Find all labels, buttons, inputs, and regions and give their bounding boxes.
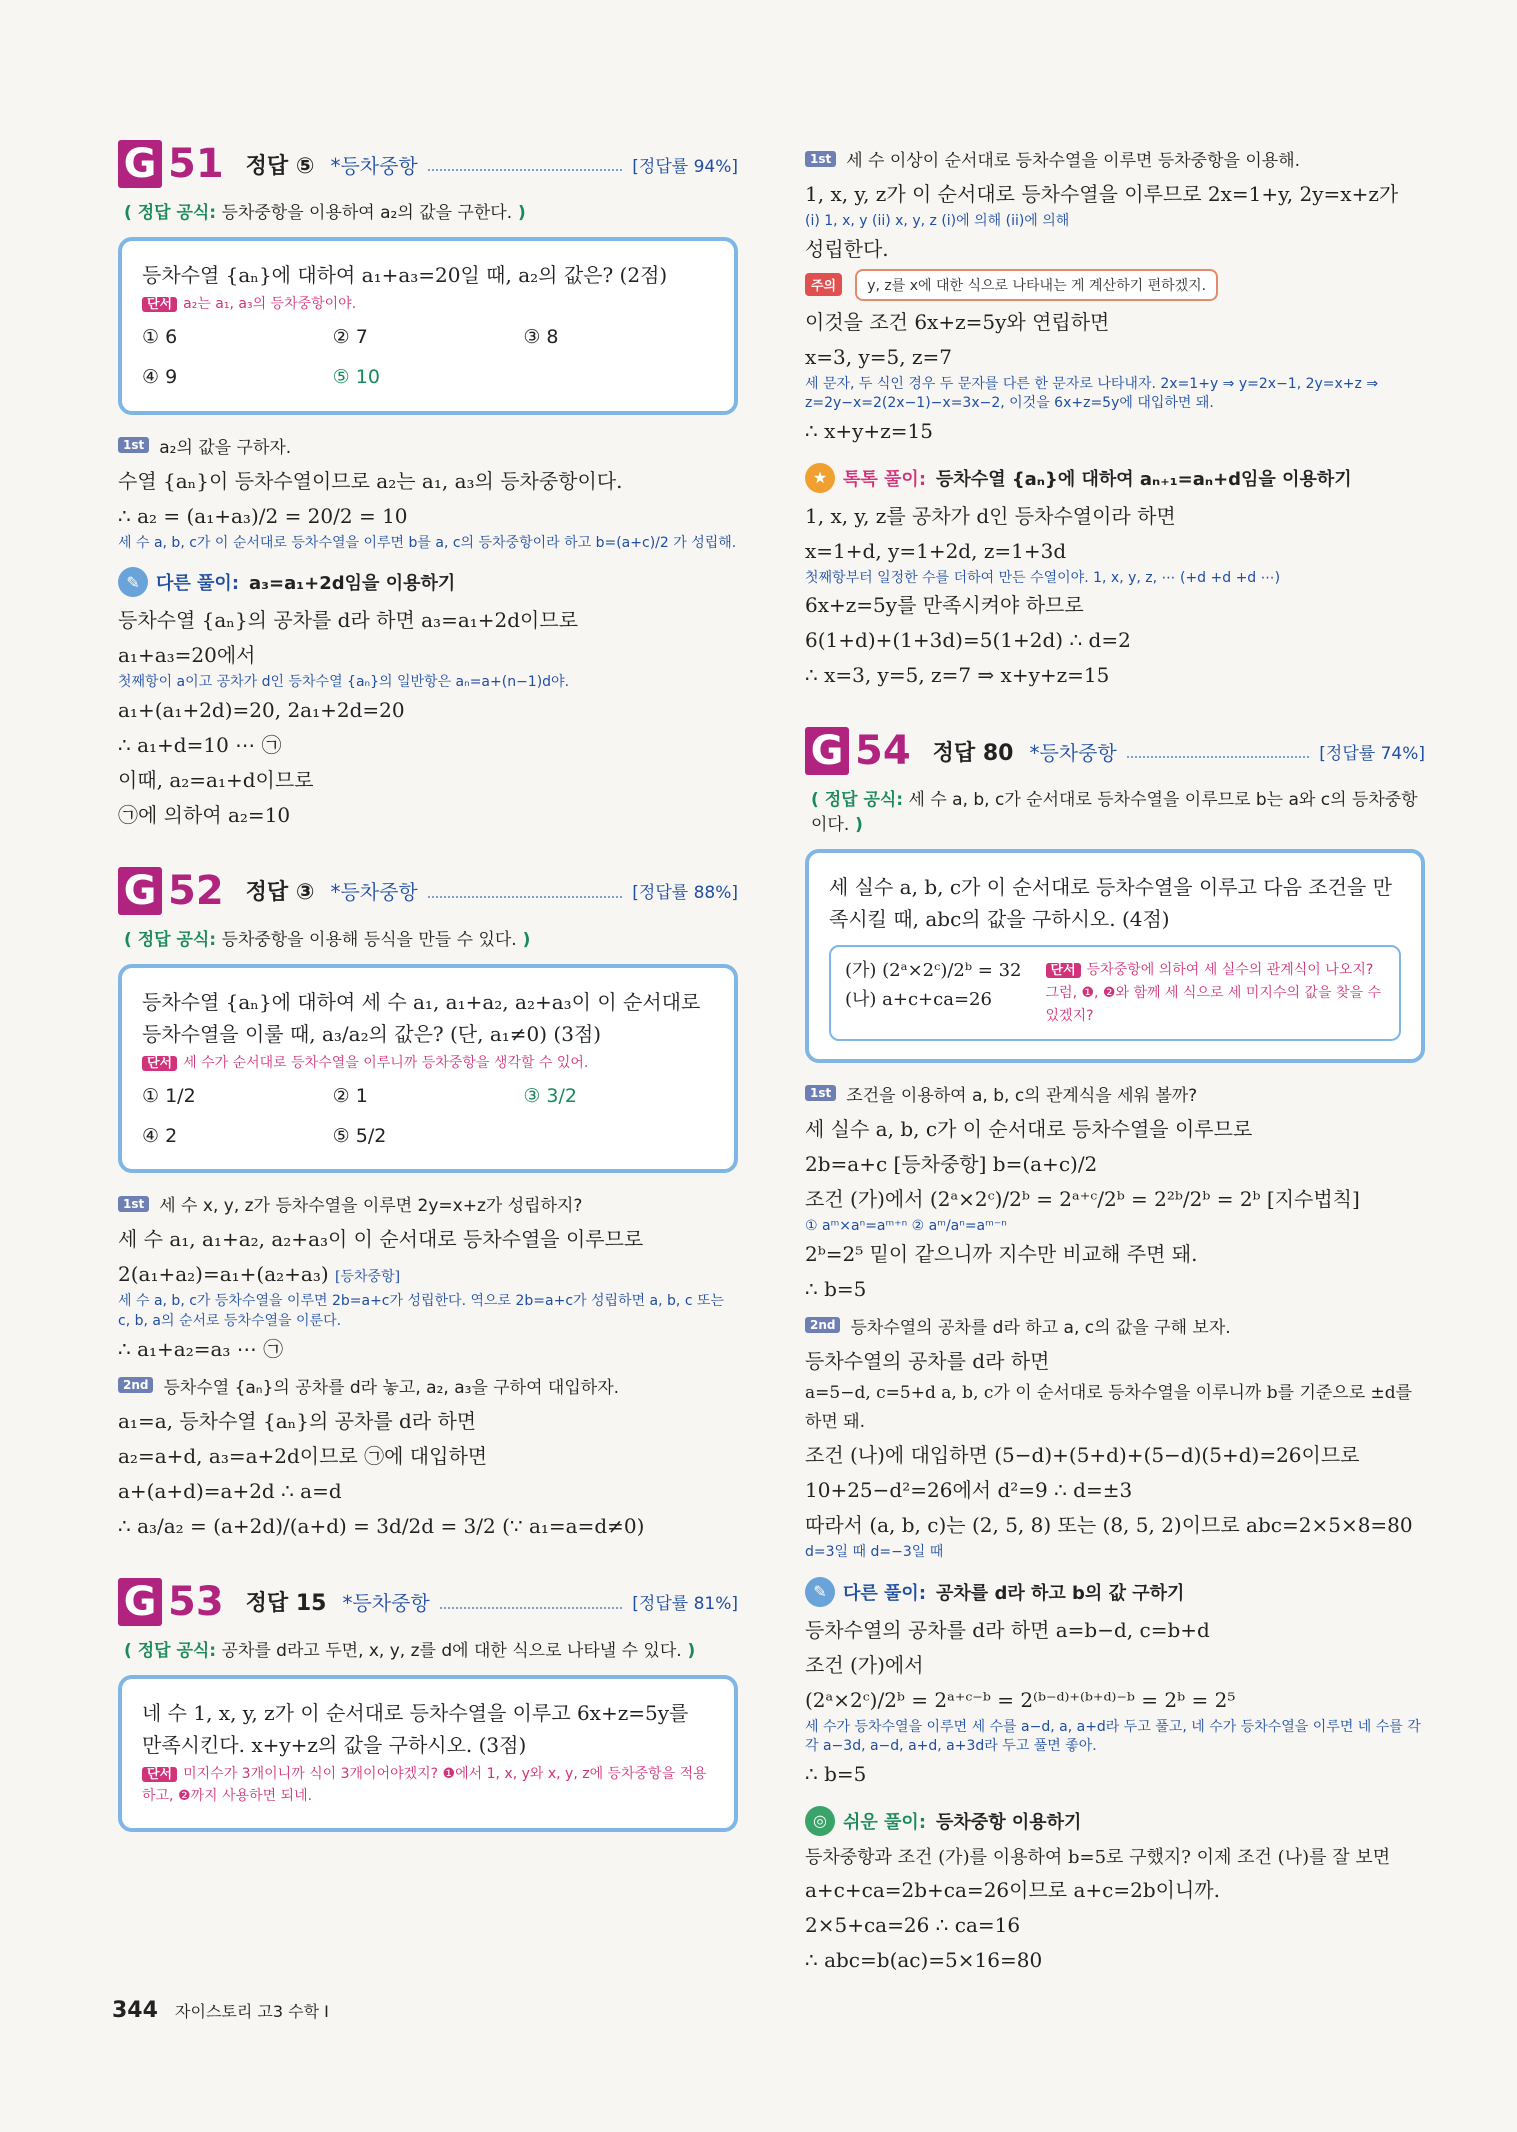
solution-line: a₂=a+d, a₃=a+2d이므로 ㉠에 대입하면 [118,1443,488,1468]
dotted-divider [428,884,623,898]
answer-formula: ( 정답 공식: 세 수 a, b, c가 순서대로 등차수열을 이루므로 b는 a와 c의 등차중항이다. ) [811,790,1418,836]
side-note: ① aᵐ×aⁿ=aᵐ⁺ⁿ ② aᵐ/aⁿ=aᵐ⁻ⁿ [805,1217,1007,1234]
solution-line: 조건 (나)에 대입하면 (5−d)+(5+d)+(5−d)(5+d)=26이므로 [805,1443,1360,1468]
section-header-g53 [118,1578,738,1626]
solution-line: x=1+d, y=1+2d, z=1+3d [805,538,1067,563]
solution-line: 1, x, y, z를 공차가 d인 등차수열이라 하면 [805,503,1176,528]
side-note: d=3일 때 d=−3일 때 [805,1544,944,1561]
step-1st: 1st a₂의 값을 구하자. [118,433,738,458]
side-note: 세 문자, 두 식인 경우 두 문자를 다른 한 문자로 나타내자. 2x=1+y ⇒ y=2x−1, 2y=x+z ⇒ z=2y−x=2(2x−1)−x=3x−2, 이것을 6x+z=5y에 대입하면 돼. [805,375,1379,412]
solution-line: 10+25−d²=26에서 d²=9 ∴ d=±3 [805,1478,1133,1503]
answer-formula: ( 정답 공식: 등차중항을 이용하여 a₂의 값을 구한다. ) [124,203,526,223]
alt-solution-header: ★ 톡톡 풀이: 등차수열 {aₙ}에 대하여 aₙ₊₁=aₙ+d임을 이용하기 [805,463,1425,493]
g-badge: G [118,140,162,188]
side-note: 첫째항부터 일정한 수를 더하여 만든 수열이야. 1, x, y, z, ⋯ (+d +d +d ⋯) [805,569,1281,586]
solution-line: 성립한다. [805,236,889,261]
answer-label: 정답 80 [932,740,1014,766]
problem-number: 51 [168,141,224,187]
g-badge: G [805,727,849,775]
solution-line: 1, x, y, z가 이 순서대로 등차수열을 이루므로 2x=1+y, 2y=x+z가 [805,182,1399,206]
hint: 단서 등차중항에 의하여 세 실수의 관계식이 나오지? 그럼, ❶, ❷와 함께 세 식으로 세 미지수의 값을 찾을 수 있겠지? [1045,962,1381,1024]
solution-line: 등차수열 {aₙ}의 공차를 d라 하면 a₃=a₁+2d이므로 [118,608,579,633]
alt-solution-header: ✎ 다른 풀이: a₃=a₁+2d임을 이용하기 [118,567,738,597]
choice-2: ② 7 [332,325,368,348]
solution-line: 등차중항과 조건 (가)를 이용하여 b=5로 구했지? 이제 조건 (나)를 잘 보면 [805,1846,1391,1868]
section-header-g54 [805,727,1425,775]
solution-line: ∴ x=3, y=5, z=7 ⇒ x+y+z=15 [805,663,1110,688]
left-column [118,140,738,1850]
solution-line: 등차수열의 공차를 d라 하면 a=b−d, c=b+d [805,1617,1210,1642]
step-2nd: 2nd 등차수열의 공차를 d라 하고 a, c의 값을 구해 보자. [805,1313,1425,1338]
topic-tag: *등차중항 [1029,740,1117,765]
solution-line: (2ᵃ×2ᶜ)/2ᵇ = 2ᵃ⁺ᶜ⁻ᵇ = 2⁽ᵇ⁻ᵈ⁾⁺⁽ᵇ⁺ᵈ⁾⁻ᵇ = 2ᵇ = 2⁵ [805,1687,1236,1712]
choice-list [142,322,714,393]
step-2nd: 2nd 등차수열 {aₙ}의 공차를 d라 놓고, a₂, a₃을 구하여 대입하자. [118,1373,738,1398]
hint: 단서 미지수가 3개이니까 식이 3개이어야겠지? ❶에서 1, x, y와 x, y, z에 등차중항을 적용하고, ❷까지 사용하면 되네. [142,1765,707,1805]
accuracy-rate: [정답률 74%] [1319,743,1425,764]
page-number: 344 [112,1998,158,2023]
step-1st: 1st 조건을 이용하여 a, b, c의 관계식을 세워 볼까? [805,1081,1425,1106]
solution-line: 등차수열의 공차를 d라 하면 [805,1348,1050,1373]
solution-line: ∴ a₁+d=10 ⋯ ㉠ [118,732,282,757]
problem-number: 53 [168,1578,224,1625]
solution-line: ∴ a₂ = (a₁+a₃)/2 = 20/2 = 10 [118,503,408,528]
answer-formula: ( 정답 공식: 등차중항을 이용해 등식을 만들 수 있다. ) [124,929,531,950]
g-badge: G [118,1578,162,1626]
solution-line: 2ᵇ=2⁵ 밑이 같으니까 지수만 비교해 주면 돼. [805,1241,1198,1266]
problem-text: 세 실수 a, b, c가 이 순서대로 등차수열을 이루고 다음 조건을 만족시킬 때, abc의 값을 구하시오. (4점) [829,875,1392,932]
solution-line: ∴ b=5 [805,1276,867,1301]
choice-1: ① 6 [142,325,178,348]
problem-box-g54 [805,849,1425,1063]
solution-line: 따라서 (a, b, c)는 (2, 5, 8) 또는 (8, 5, 2)이므로 abc=2×5×8=80 [805,1513,1413,1538]
solution-line: 이때, a₂=a₁+d이므로 [118,767,314,792]
solution-line: 세 수 a₁, a₁+a₂, a₂+a₃이 이 순서대로 등차수열을 이루므로 [118,1227,644,1252]
solution-line: a₁=a, 등차수열 {aₙ}의 공차를 d라 하면 [118,1408,477,1433]
dotted-divider [428,157,623,171]
g-badge: G [118,867,162,915]
solution-line: 이것을 조건 6x+z=5y와 연립하면 [805,309,1110,334]
choice-4: ④ 9 [142,366,178,389]
solution-line: 조건 (가)에서 [805,1652,924,1677]
condition-box [829,945,1401,1041]
section-header-g52 [118,867,738,915]
section-header-g51 [118,140,738,188]
choice-5: ⑤ 5/2 [332,1124,387,1147]
side-note: 첫째항이 a이고 공차가 d인 등차수열 {aₙ}의 일반항은 aₙ=a+(n−1)d야. [118,674,570,691]
solution-line: ∴ abc=b(ac)=5×16=80 [805,1948,1043,1973]
answer-label: 정답 ③ [245,880,315,906]
problem-box-g51 [118,237,738,415]
choice-1: ① 1/2 [142,1084,196,1107]
condition-na: (나) a+c+ca=26 [845,989,992,1011]
right-column [805,140,1425,1978]
choice-list [142,1081,714,1152]
answer-label: 정답 ⑤ [245,153,315,179]
solution-line: ㉠에 의하여 a₂=10 [118,802,291,827]
solution-line: a+(a+d)=a+2d ∴ a=d [118,1478,342,1503]
solution-line: 6x+z=5y를 만족시켜야 하므로 [805,593,1084,618]
hint: 단서 a₂는 a₁, a₃의 등차중항이야. [142,293,714,316]
solution-line: x=3, y=5, z=7 [805,344,952,369]
problem-text: 네 수 1, x, y, z가 이 순서대로 등차수열을 이루고 6x+z=5y를 만족시킨다. x+y+z의 값을 구하시오. (3점) [142,1700,689,1757]
solution-line: a₁+(a₁+2d)=20, 2a₁+2d=20 [118,697,405,722]
topic-tag: *등차중항 [330,153,418,178]
solution-line: 세 실수 a, b, c가 이 순서대로 등차수열을 이루므로 [805,1116,1253,1141]
problem-text: 등차수열 {aₙ}에 대하여 a₁+a₃=20일 때, a₂의 값은? (2점) [142,263,668,287]
step-1st: 1st 세 수 x, y, z가 등차수열을 이루면 2y=x+z가 성립하지? [118,1191,738,1216]
choice-2: ② 1 [332,1084,368,1107]
dotted-divider [1127,744,1310,758]
topic-tag: *등차중항 [342,1591,430,1616]
hint: 단서 세 수가 순서대로 등차수열을 이루니까 등차중항을 생각할 수 있어. [142,1052,714,1075]
side-note: 세 수 a, b, c가 이 순서대로 등차수열을 이루면 b를 a, c의 등차중항이라 하고 b=(a+c)/2 가 성립해. [118,534,737,551]
problem-box-g53 [118,1675,738,1832]
solution-line: ∴ a₁+a₂=a₃ ⋯ ㉠ [118,1336,284,1361]
choice-3: ③ 8 [523,325,559,348]
solution-line: 2(a₁+a₂)=a₁+(a₂+a₃) [등차중항] [118,1262,401,1287]
accuracy-rate: [정답률 94%] [632,156,738,177]
problem-box-g52 [118,964,738,1174]
solution-line: 2b=a+c [등차중항] b=(a+c)/2 [805,1151,1098,1176]
problem-text: 등차수열 {aₙ}에 대하여 세 수 a₁, a₁+a₂, a₂+a₃이 이 순서대로 등차수열을 이룰 때, a₃/a₂의 값은? (단, a₁≠0) (3점) [142,989,701,1046]
page-footer [112,1998,329,2023]
choice-3-selected: ③ 3/2 [523,1084,577,1107]
solution-line: 수열 {aₙ}이 등차수열이므로 a₂는 a₁, a₃의 등차중항이다. [118,468,623,493]
solution-line: a=5−d, c=5+d a, b, c가 이 순서대로 등차수열을 이루니까 b를 기준으로 ±d를 하면 돼. [805,1382,1413,1433]
condition-ga: (가) (2ᵃ×2ᶜ)/2ᵇ = 32 [845,960,1022,982]
solution-line: 2×5+ca=26 ∴ ca=16 [805,1913,1021,1938]
step-1st: 1st 세 수 이상이 순서대로 등차수열을 이루면 등차중항을 이용해. [805,146,1425,171]
problem-number: 54 [855,728,911,775]
side-note: (i) 1, x, y (ii) x, y, z (i)에 의해 (ii)에 의해 [805,213,1070,229]
side-note: 세 수 a, b, c가 등차수열을 이루면 2b=a+c가 성립한다. 역으로 2b=a+c가 성립하면 a, b, c 또는 c, b, a의 순서로 등차수열을 이룬다. [118,1293,725,1329]
alt-solution-header: ✎ 다른 풀이: 공차를 d라 하고 b의 값 구하기 [805,1577,1425,1607]
glasses-icon: ◎ [805,1806,835,1836]
book-title: 자이스토리 고3 수학 I [175,2002,329,2021]
choice-5-selected: ⑤ 10 [332,366,380,389]
solution-line: a₁+a₃=20에서 [118,643,256,668]
puzzle-icon: ✎ [805,1577,835,1607]
solution-line: ∴ a₃/a₂ = (a+2d)/(a+d) = 3d/2d = 3/2 (∵ a₁=a=d≠0) [118,1513,645,1538]
topic-tag: *등차중항 [330,880,418,905]
caution-note: 주의 y, z를 x에 대한 식으로 나타내는 게 계산하기 편하겠지. [805,269,1425,301]
easy-solution-header: ◎ 쉬운 풀이: 등차중항 이용하기 [805,1806,1425,1836]
dotted-divider [440,1595,623,1609]
accuracy-rate: [정답률 88%] [632,883,738,904]
side-note: 세 수가 등차수열을 이루면 세 수를 a−d, a, a+d라 두고 풀고, 네 수가 등차수열을 이루면 네 수를 각각 a−3d, a−d, a+d, a+3d라 두고 풀면 좋아. [805,1718,1421,1755]
answer-formula: ( 정답 공식: 공차를 d라고 두면, x, y, z를 d에 대한 식으로 나타낼 수 있다. ) [124,1640,696,1661]
puzzle-icon: ✎ [118,567,148,597]
solution-line: a+c+ca=2b+ca=26이므로 a+c=2b이니까. [805,1878,1220,1903]
solution-line: ∴ x+y+z=15 [805,418,933,443]
problem-number: 52 [168,867,224,914]
spark-icon: ★ [805,463,835,493]
accuracy-rate: [정답률 81%] [632,1594,738,1615]
answer-label: 정답 15 [245,1591,327,1617]
solution-line: 6(1+d)+(1+3d)=5(1+2d) ∴ d=2 [805,628,1131,653]
solution-line: 조건 (가)에서 (2ᵃ×2ᶜ)/2ᵇ = 2ᵃ⁺ᶜ/2ᵇ = 2²ᵇ/2ᵇ = 2ᵇ [지수법칙] [805,1186,1360,1211]
choice-4: ④ 2 [142,1124,178,1147]
solution-line: ∴ b=5 [805,1761,867,1786]
